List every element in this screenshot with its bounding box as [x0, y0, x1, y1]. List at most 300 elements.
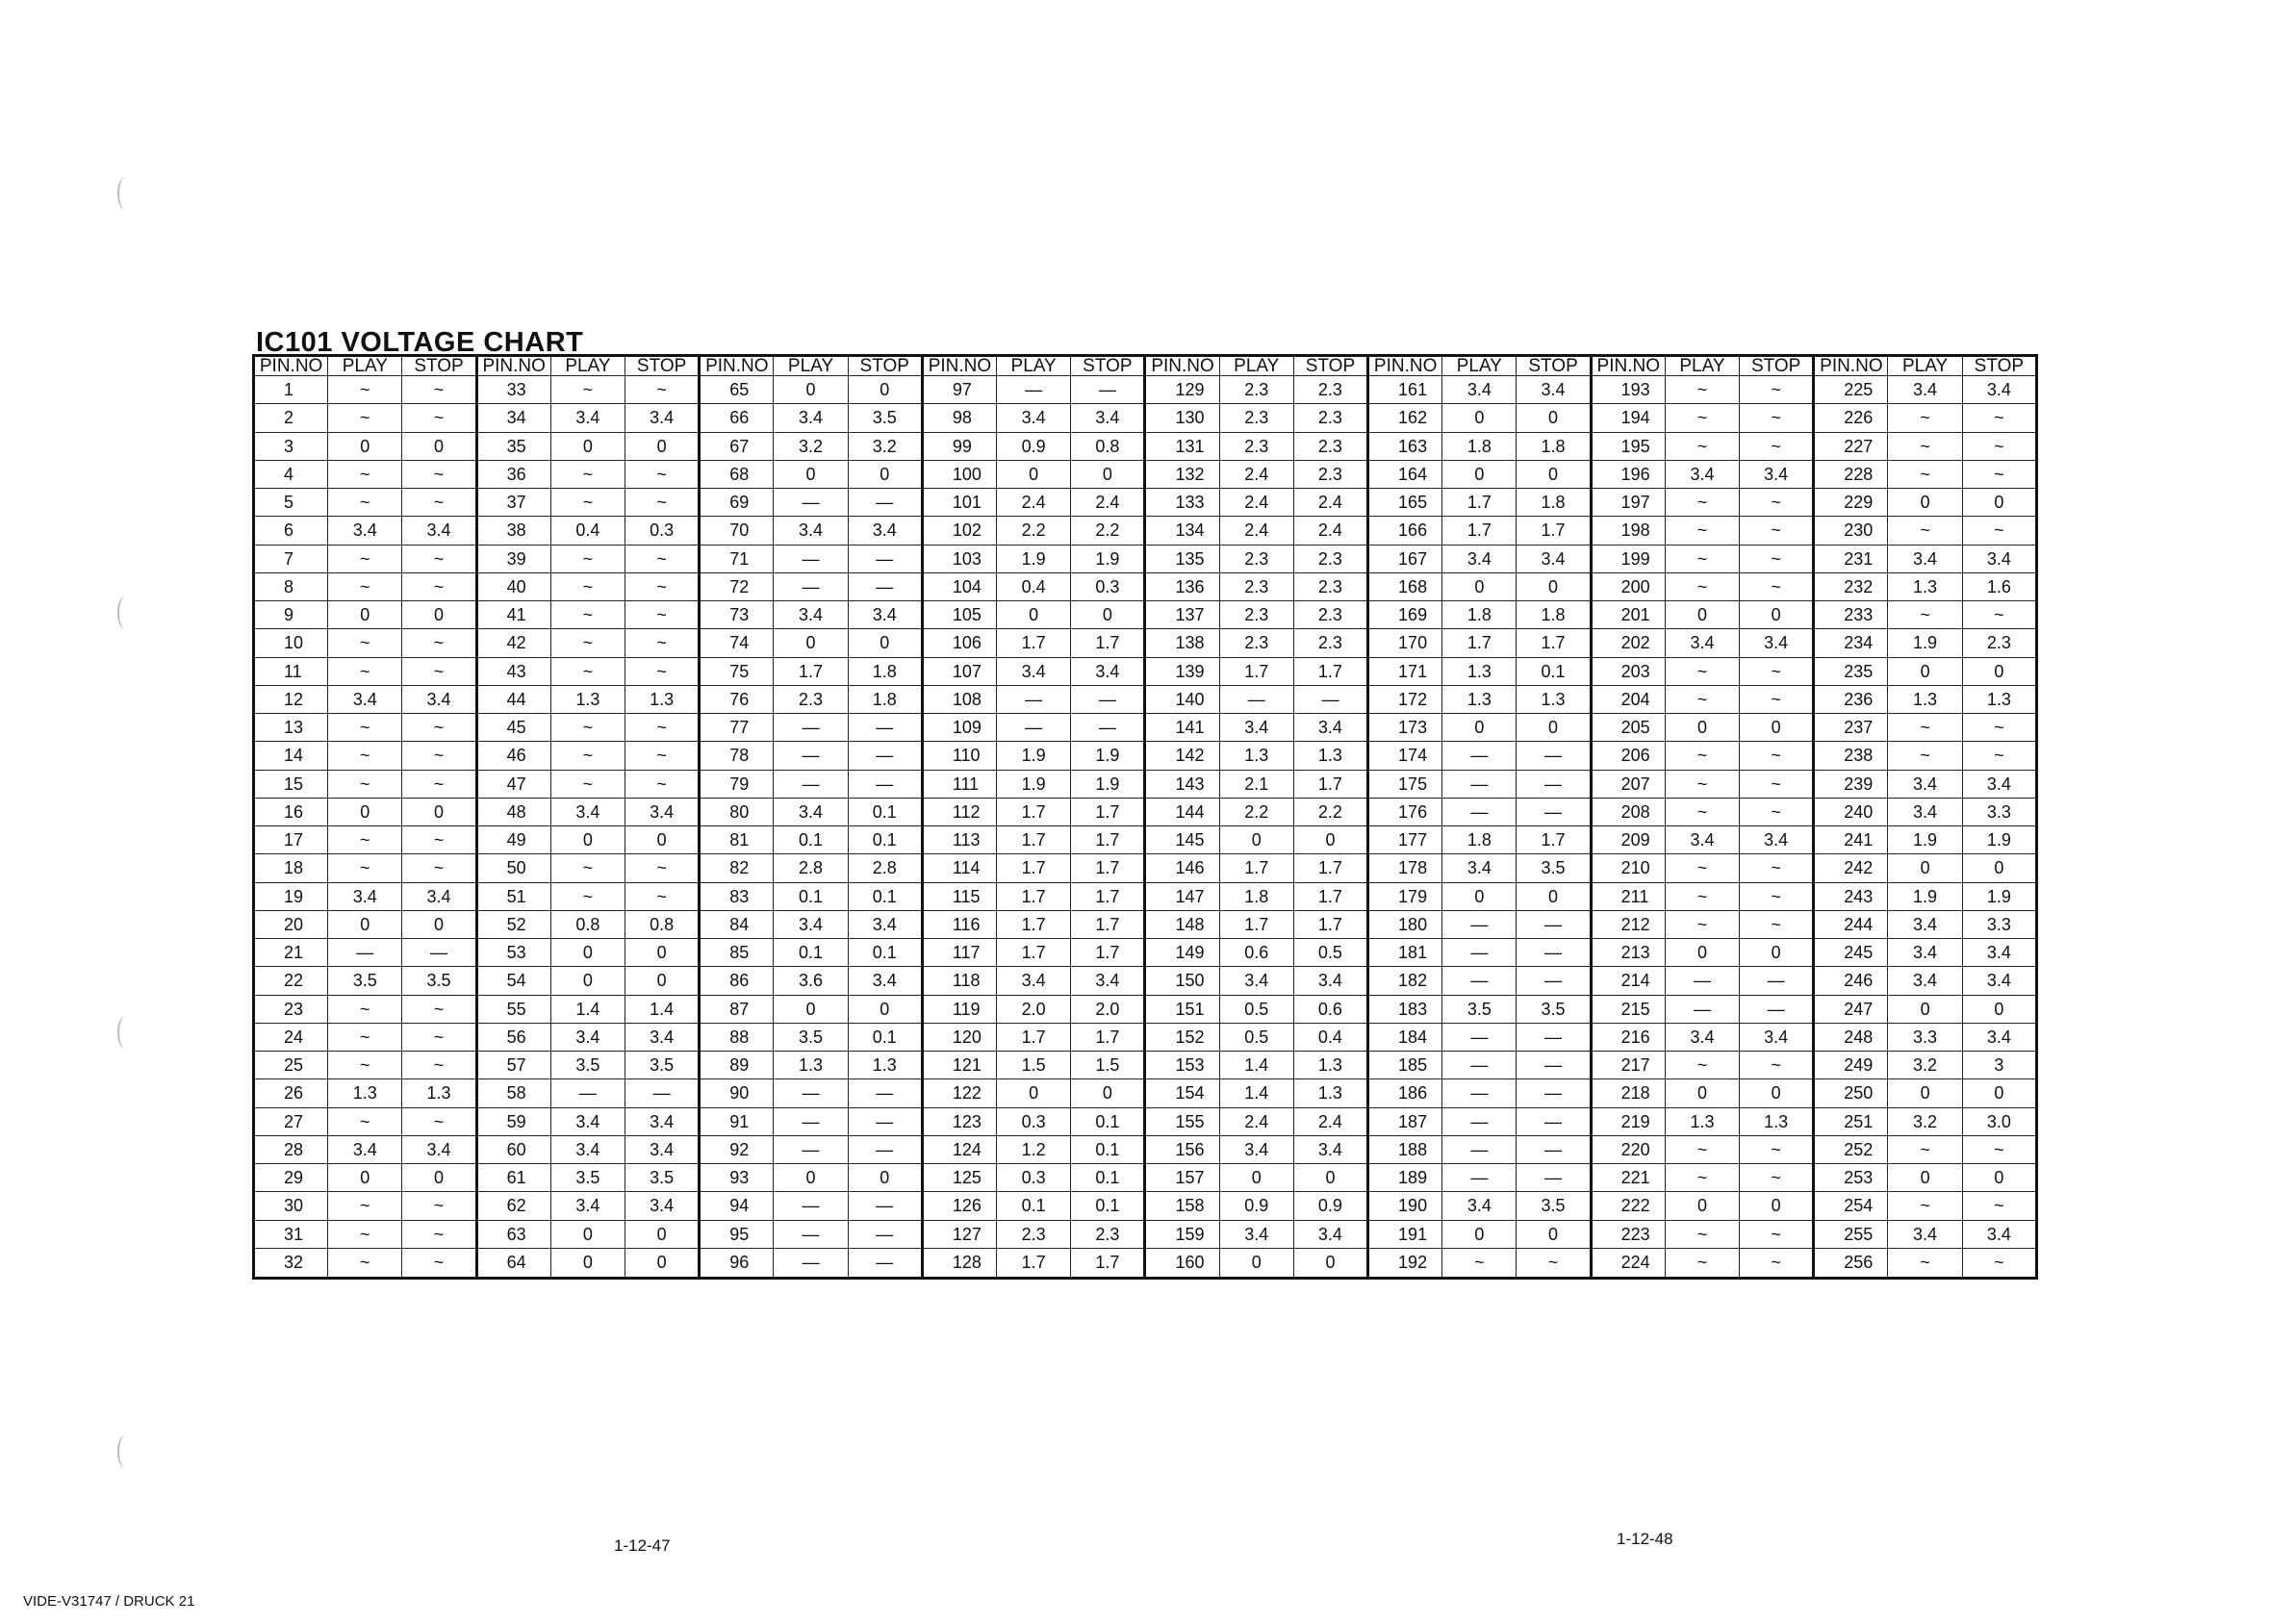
play-voltage-cell: 3.4: [1888, 770, 1962, 798]
stop-voltage-cell: 1.9: [1962, 826, 2036, 854]
play-voltage-cell: ~: [550, 545, 625, 572]
stop-voltage-cell: 1.3: [1517, 685, 1591, 713]
pin-number-cell: 20: [254, 910, 328, 938]
stop-voltage-cell: ~: [625, 629, 700, 657]
column-header-stop: STOP: [1740, 356, 1814, 376]
play-voltage-cell: ~: [1665, 770, 1739, 798]
play-voltage-cell: —: [774, 1248, 848, 1278]
pin-number-cell: 156: [1145, 1135, 1219, 1163]
play-voltage-cell: 2.2: [1219, 798, 1293, 825]
play-voltage-cell: ~: [550, 629, 625, 657]
pin-number-cell: 13: [254, 714, 328, 742]
pin-number-cell: 236: [1814, 685, 1888, 713]
pin-number-cell: 17: [254, 826, 328, 854]
play-voltage-cell: ~: [328, 854, 402, 882]
stop-voltage-cell: 3.4: [1740, 1023, 1814, 1051]
pin-number-cell: 243: [1814, 882, 1888, 910]
pin-number-cell: 24: [254, 1023, 328, 1051]
stop-voltage-cell: 3.4: [402, 882, 476, 910]
pin-number-cell: 65: [700, 376, 774, 404]
play-voltage-cell: ~: [1665, 1220, 1739, 1248]
play-voltage-cell: 1.7: [997, 910, 1071, 938]
pin-number-cell: 70: [700, 517, 774, 545]
column-header-pin: PIN.NO: [254, 356, 328, 376]
pin-number-cell: 175: [1368, 770, 1442, 798]
pin-number-cell: 154: [1145, 1079, 1219, 1107]
play-voltage-cell: ~: [550, 489, 625, 517]
stop-voltage-cell: ~: [1740, 1164, 1814, 1192]
stop-voltage-cell: 0: [402, 601, 476, 629]
play-voltage-cell: 3.4: [1442, 1192, 1517, 1220]
play-voltage-cell: —: [328, 939, 402, 967]
play-voltage-cell: ~: [1888, 742, 1962, 770]
play-voltage-cell: 2.3: [1219, 376, 1293, 404]
play-voltage-cell: ~: [1665, 685, 1739, 713]
play-voltage-cell: ~: [328, 1248, 402, 1278]
play-voltage-cell: 0.1: [774, 939, 848, 967]
play-voltage-cell: 1.3: [328, 1079, 402, 1107]
pin-number-cell: 201: [1591, 601, 1665, 629]
stop-voltage-cell: ~: [1962, 517, 2036, 545]
stop-voltage-cell: 3.4: [625, 1023, 700, 1051]
play-voltage-cell: ~: [1665, 404, 1739, 432]
column-header-stop: STOP: [1071, 356, 1145, 376]
stop-voltage-cell: —: [848, 742, 922, 770]
stop-voltage-cell: ~: [1740, 657, 1814, 685]
play-voltage-cell: 1.3: [1888, 685, 1962, 713]
pin-number-cell: 25: [254, 1052, 328, 1079]
pin-number-cell: 121: [922, 1052, 996, 1079]
column-header-play: PLAY: [550, 356, 625, 376]
pin-number-cell: 93: [700, 1164, 774, 1192]
stop-voltage-cell: 1.7: [1071, 629, 1145, 657]
play-voltage-cell: 0: [550, 967, 625, 995]
pin-number-cell: 227: [1814, 432, 1888, 460]
column-header-pin: PIN.NO: [1145, 356, 1219, 376]
document-id: VIDE-V31747 / DRUCK 21: [23, 1593, 195, 1610]
column-header-pin: PIN.NO: [476, 356, 550, 376]
play-voltage-cell: 0: [1442, 882, 1517, 910]
stop-voltage-cell: ~: [402, 460, 476, 488]
pin-number-cell: 252: [1814, 1135, 1888, 1163]
play-voltage-cell: 3.4: [774, 798, 848, 825]
play-voltage-cell: ~: [328, 995, 402, 1023]
table-row: [254, 967, 2037, 995]
play-voltage-cell: 3.2: [1888, 1107, 1962, 1135]
pin-number-cell: 192: [1368, 1248, 1442, 1278]
stop-voltage-cell: —: [1517, 939, 1591, 967]
pin-number-cell: 94: [700, 1192, 774, 1220]
play-voltage-cell: ~: [1665, 798, 1739, 825]
pin-number-cell: 249: [1814, 1052, 1888, 1079]
stop-voltage-cell: 0: [1962, 657, 2036, 685]
stop-voltage-cell: —: [848, 572, 922, 600]
play-voltage-cell: ~: [1665, 1248, 1739, 1278]
stop-voltage-cell: 0: [1962, 1079, 2036, 1107]
play-voltage-cell: 0: [1665, 1079, 1739, 1107]
play-voltage-cell: —: [1442, 1052, 1517, 1079]
pin-number-cell: 117: [922, 939, 996, 967]
play-voltage-cell: 1.9: [997, 742, 1071, 770]
pin-number-cell: 61: [476, 1164, 550, 1192]
stop-voltage-cell: 2.4: [1293, 489, 1367, 517]
stop-voltage-cell: 3.5: [1517, 995, 1591, 1023]
play-voltage-cell: 0.1: [774, 882, 848, 910]
table-row: [254, 882, 2037, 910]
pin-number-cell: 11: [254, 657, 328, 685]
play-voltage-cell: 1.7: [1219, 910, 1293, 938]
pin-number-cell: 28: [254, 1135, 328, 1163]
table-row: [254, 1164, 2037, 1192]
stop-voltage-cell: 0: [848, 460, 922, 488]
play-voltage-cell: 2.2: [997, 517, 1071, 545]
pin-number-cell: 213: [1591, 939, 1665, 967]
voltage-table: [252, 354, 2038, 1280]
pin-number-cell: 98: [922, 404, 996, 432]
column-header-pin: PIN.NO: [700, 356, 774, 376]
play-voltage-cell: —: [1442, 1135, 1517, 1163]
play-voltage-cell: 0: [1888, 1079, 1962, 1107]
stop-voltage-cell: ~: [1962, 404, 2036, 432]
pin-number-cell: 59: [476, 1107, 550, 1135]
pin-number-cell: 113: [922, 826, 996, 854]
pin-number-cell: 80: [700, 798, 774, 825]
pin-number-cell: 205: [1591, 714, 1665, 742]
pin-number-cell: 83: [700, 882, 774, 910]
play-voltage-cell: 0: [1442, 714, 1517, 742]
pin-number-cell: 186: [1368, 1079, 1442, 1107]
stop-voltage-cell: 3.4: [1962, 376, 2036, 404]
pin-number-cell: 244: [1814, 910, 1888, 938]
pin-number-cell: 179: [1368, 882, 1442, 910]
pin-number-cell: 168: [1368, 572, 1442, 600]
pin-number-cell: 39: [476, 545, 550, 572]
stop-voltage-cell: 3.4: [402, 1135, 476, 1163]
stop-voltage-cell: ~: [1962, 742, 2036, 770]
play-voltage-cell: 0: [774, 376, 848, 404]
stop-voltage-cell: 1.7: [1293, 657, 1367, 685]
pin-number-cell: 6: [254, 517, 328, 545]
pin-number-cell: 146: [1145, 854, 1219, 882]
pin-number-cell: 242: [1814, 854, 1888, 882]
pin-number-cell: 133: [1145, 489, 1219, 517]
pin-number-cell: 135: [1145, 545, 1219, 572]
pin-number-cell: 42: [476, 629, 550, 657]
play-voltage-cell: —: [774, 742, 848, 770]
pin-number-cell: 120: [922, 1023, 996, 1051]
table-row: [254, 572, 2037, 600]
play-voltage-cell: 1.3: [550, 685, 625, 713]
play-voltage-cell: 1.9: [997, 770, 1071, 798]
stop-voltage-cell: 1.3: [402, 1079, 476, 1107]
pin-number-cell: 9: [254, 601, 328, 629]
stop-voltage-cell: 0: [1517, 882, 1591, 910]
stop-voltage-cell: 3.4: [848, 910, 922, 938]
stop-voltage-cell: ~: [1962, 1135, 2036, 1163]
play-voltage-cell: 3.4: [1665, 1023, 1739, 1051]
stop-voltage-cell: 1.6: [1962, 572, 2036, 600]
play-voltage-cell: 0: [328, 910, 402, 938]
play-voltage-cell: —: [774, 770, 848, 798]
stop-voltage-cell: ~: [1740, 1135, 1814, 1163]
pin-number-cell: 91: [700, 1107, 774, 1135]
stop-voltage-cell: —: [1517, 742, 1591, 770]
pin-number-cell: 21: [254, 939, 328, 967]
pin-number-cell: 47: [476, 770, 550, 798]
play-voltage-cell: ~: [1888, 1135, 1962, 1163]
play-voltage-cell: 1.7: [997, 1023, 1071, 1051]
column-header-pin: PIN.NO: [1368, 356, 1442, 376]
pin-number-cell: 217: [1591, 1052, 1665, 1079]
play-voltage-cell: 0.5: [1219, 995, 1293, 1023]
pin-number-cell: 92: [700, 1135, 774, 1163]
play-voltage-cell: 3.4: [1219, 714, 1293, 742]
pin-number-cell: 180: [1368, 910, 1442, 938]
play-voltage-cell: ~: [550, 742, 625, 770]
stop-voltage-cell: 2.3: [1293, 629, 1367, 657]
stop-voltage-cell: 1.4: [625, 995, 700, 1023]
stop-voltage-cell: 1.3: [1293, 1052, 1367, 1079]
play-voltage-cell: ~: [1665, 657, 1739, 685]
play-voltage-cell: ~: [1888, 601, 1962, 629]
stop-voltage-cell: 0: [1962, 995, 2036, 1023]
stop-voltage-cell: 1.9: [1071, 742, 1145, 770]
stop-voltage-cell: 0: [1071, 601, 1145, 629]
stop-voltage-cell: 3.4: [1740, 826, 1814, 854]
play-voltage-cell: ~: [1665, 742, 1739, 770]
pin-number-cell: 99: [922, 432, 996, 460]
pin-number-cell: 256: [1814, 1248, 1888, 1278]
play-voltage-cell: 2.3: [1219, 572, 1293, 600]
stop-voltage-cell: 1.3: [848, 1052, 922, 1079]
pin-number-cell: 7: [254, 545, 328, 572]
stop-voltage-cell: 0.3: [625, 517, 700, 545]
play-voltage-cell: 3.4: [1665, 460, 1739, 488]
stop-voltage-cell: 1.9: [1071, 770, 1145, 798]
stop-voltage-cell: 1.7: [1293, 910, 1367, 938]
pin-number-cell: 3: [254, 432, 328, 460]
stop-voltage-cell: 0.9: [1293, 1192, 1367, 1220]
stop-voltage-cell: 0: [625, 1220, 700, 1248]
table-row: [254, 545, 2037, 572]
pin-number-cell: 182: [1368, 967, 1442, 995]
stop-voltage-cell: ~: [1962, 432, 2036, 460]
play-voltage-cell: ~: [550, 770, 625, 798]
stop-voltage-cell: 0: [402, 1164, 476, 1192]
stop-voltage-cell: 1.8: [848, 657, 922, 685]
play-voltage-cell: 0: [774, 460, 848, 488]
stop-voltage-cell: —: [848, 770, 922, 798]
play-voltage-cell: ~: [328, 572, 402, 600]
play-voltage-cell: 0: [550, 1248, 625, 1278]
pin-number-cell: 240: [1814, 798, 1888, 825]
play-voltage-cell: ~: [1665, 432, 1739, 460]
pin-number-cell: 38: [476, 517, 550, 545]
stop-voltage-cell: 0.1: [848, 826, 922, 854]
play-voltage-cell: —: [1442, 1023, 1517, 1051]
pin-number-cell: 26: [254, 1079, 328, 1107]
punch-hole-mark: [117, 1435, 133, 1468]
column-header-play: PLAY: [997, 356, 1071, 376]
pin-number-cell: 27: [254, 1107, 328, 1135]
play-voltage-cell: —: [1219, 685, 1293, 713]
stop-voltage-cell: ~: [625, 601, 700, 629]
play-voltage-cell: 0.3: [997, 1164, 1071, 1192]
play-voltage-cell: 0: [1888, 854, 1962, 882]
stop-voltage-cell: 2.0: [1071, 995, 1145, 1023]
stop-voltage-cell: ~: [1740, 770, 1814, 798]
play-voltage-cell: ~: [550, 854, 625, 882]
play-voltage-cell: 0: [328, 432, 402, 460]
table-row: [254, 770, 2037, 798]
pin-number-cell: 221: [1591, 1164, 1665, 1192]
stop-voltage-cell: 0.6: [1293, 995, 1367, 1023]
stop-voltage-cell: 1.7: [1071, 910, 1145, 938]
play-voltage-cell: 3.4: [1888, 910, 1962, 938]
column-header-stop: STOP: [1962, 356, 2036, 376]
stop-voltage-cell: ~: [1962, 1192, 2036, 1220]
pin-number-cell: 178: [1368, 854, 1442, 882]
play-voltage-cell: 0: [774, 1164, 848, 1192]
play-voltage-cell: ~: [328, 545, 402, 572]
stop-voltage-cell: ~: [402, 854, 476, 882]
stop-voltage-cell: 0: [1293, 826, 1367, 854]
stop-voltage-cell: —: [848, 489, 922, 517]
stop-voltage-cell: 3.5: [1517, 854, 1591, 882]
pin-number-cell: 150: [1145, 967, 1219, 995]
play-voltage-cell: 1.4: [1219, 1052, 1293, 1079]
pin-number-cell: 22: [254, 967, 328, 995]
play-voltage-cell: 0: [550, 1220, 625, 1248]
play-voltage-cell: 0: [1219, 826, 1293, 854]
pin-number-cell: 110: [922, 742, 996, 770]
pin-number-cell: 229: [1814, 489, 1888, 517]
play-voltage-cell: 2.3: [997, 1220, 1071, 1248]
pin-number-cell: 15: [254, 770, 328, 798]
table-row: [254, 685, 2037, 713]
pin-number-cell: 193: [1591, 376, 1665, 404]
pin-number-cell: 122: [922, 1079, 996, 1107]
play-voltage-cell: 0.1: [774, 826, 848, 854]
pin-number-cell: 164: [1368, 460, 1442, 488]
play-voltage-cell: 1.7: [1219, 854, 1293, 882]
play-voltage-cell: ~: [1665, 882, 1739, 910]
play-voltage-cell: 3.4: [1888, 939, 1962, 967]
play-voltage-cell: 1.9: [997, 545, 1071, 572]
pin-number-cell: 31: [254, 1220, 328, 1248]
play-voltage-cell: 3.4: [1888, 545, 1962, 572]
pin-number-cell: 74: [700, 629, 774, 657]
header-row: [254, 356, 2037, 376]
play-voltage-cell: —: [1442, 798, 1517, 825]
play-voltage-cell: 3.4: [328, 1135, 402, 1163]
pin-number-cell: 73: [700, 601, 774, 629]
play-voltage-cell: 2.4: [1219, 489, 1293, 517]
play-voltage-cell: 3.4: [1219, 1220, 1293, 1248]
play-voltage-cell: 0: [1442, 572, 1517, 600]
stop-voltage-cell: ~: [625, 714, 700, 742]
pin-number-cell: 158: [1145, 1192, 1219, 1220]
pin-number-cell: 138: [1145, 629, 1219, 657]
pin-number-cell: 10: [254, 629, 328, 657]
pin-number-cell: 204: [1591, 685, 1665, 713]
stop-voltage-cell: ~: [625, 742, 700, 770]
play-voltage-cell: 2.1: [1219, 770, 1293, 798]
play-voltage-cell: 0: [550, 432, 625, 460]
stop-voltage-cell: ~: [402, 1220, 476, 1248]
stop-voltage-cell: 0: [402, 798, 476, 825]
pin-number-cell: 50: [476, 854, 550, 882]
pin-number-cell: 90: [700, 1079, 774, 1107]
pin-number-cell: 51: [476, 882, 550, 910]
stop-voltage-cell: —: [1740, 995, 1814, 1023]
stop-voltage-cell: ~: [402, 1052, 476, 1079]
stop-voltage-cell: 3.4: [1293, 1135, 1367, 1163]
pin-number-cell: 96: [700, 1248, 774, 1278]
stop-voltage-cell: 2.3: [1293, 432, 1367, 460]
play-voltage-cell: 3.4: [550, 1192, 625, 1220]
play-voltage-cell: ~: [328, 742, 402, 770]
pin-number-cell: 57: [476, 1052, 550, 1079]
stop-voltage-cell: ~: [1962, 601, 2036, 629]
pin-number-cell: 239: [1814, 770, 1888, 798]
pin-number-cell: 214: [1591, 967, 1665, 995]
stop-voltage-cell: —: [1740, 967, 1814, 995]
stop-voltage-cell: ~: [402, 742, 476, 770]
play-voltage-cell: —: [1442, 939, 1517, 967]
pin-number-cell: 49: [476, 826, 550, 854]
play-voltage-cell: 3.4: [774, 517, 848, 545]
play-voltage-cell: —: [774, 1107, 848, 1135]
pin-number-cell: 238: [1814, 742, 1888, 770]
stop-voltage-cell: 3.4: [1293, 714, 1367, 742]
pin-number-cell: 104: [922, 572, 996, 600]
play-voltage-cell: 3.5: [550, 1164, 625, 1192]
stop-voltage-cell: 3.4: [625, 1107, 700, 1135]
play-voltage-cell: ~: [328, 714, 402, 742]
stop-voltage-cell: 1.7: [1293, 854, 1367, 882]
stop-voltage-cell: 3.5: [1517, 1192, 1591, 1220]
play-voltage-cell: ~: [328, 657, 402, 685]
play-voltage-cell: ~: [328, 1052, 402, 1079]
pin-number-cell: 141: [1145, 714, 1219, 742]
pin-number-cell: 106: [922, 629, 996, 657]
play-voltage-cell: 3.4: [328, 517, 402, 545]
pin-number-cell: 219: [1591, 1107, 1665, 1135]
pin-number-cell: 172: [1368, 685, 1442, 713]
play-voltage-cell: —: [1442, 967, 1517, 995]
stop-voltage-cell: 3.4: [1962, 545, 2036, 572]
pin-number-cell: 149: [1145, 939, 1219, 967]
play-voltage-cell: —: [1442, 1164, 1517, 1192]
stop-voltage-cell: 0: [848, 376, 922, 404]
pin-number-cell: 12: [254, 685, 328, 713]
pin-number-cell: 40: [476, 572, 550, 600]
play-voltage-cell: ~: [328, 489, 402, 517]
play-voltage-cell: 0: [1888, 995, 1962, 1023]
play-voltage-cell: 1.4: [1219, 1079, 1293, 1107]
play-voltage-cell: 1.7: [997, 798, 1071, 825]
pin-number-cell: 200: [1591, 572, 1665, 600]
pin-number-cell: 137: [1145, 601, 1219, 629]
stop-voltage-cell: ~: [402, 629, 476, 657]
play-voltage-cell: —: [774, 714, 848, 742]
stop-voltage-cell: 0: [1517, 714, 1591, 742]
play-voltage-cell: 0.3: [997, 1107, 1071, 1135]
pin-number-cell: 237: [1814, 714, 1888, 742]
play-voltage-cell: 3.4: [1442, 854, 1517, 882]
play-voltage-cell: 0: [1665, 1192, 1739, 1220]
